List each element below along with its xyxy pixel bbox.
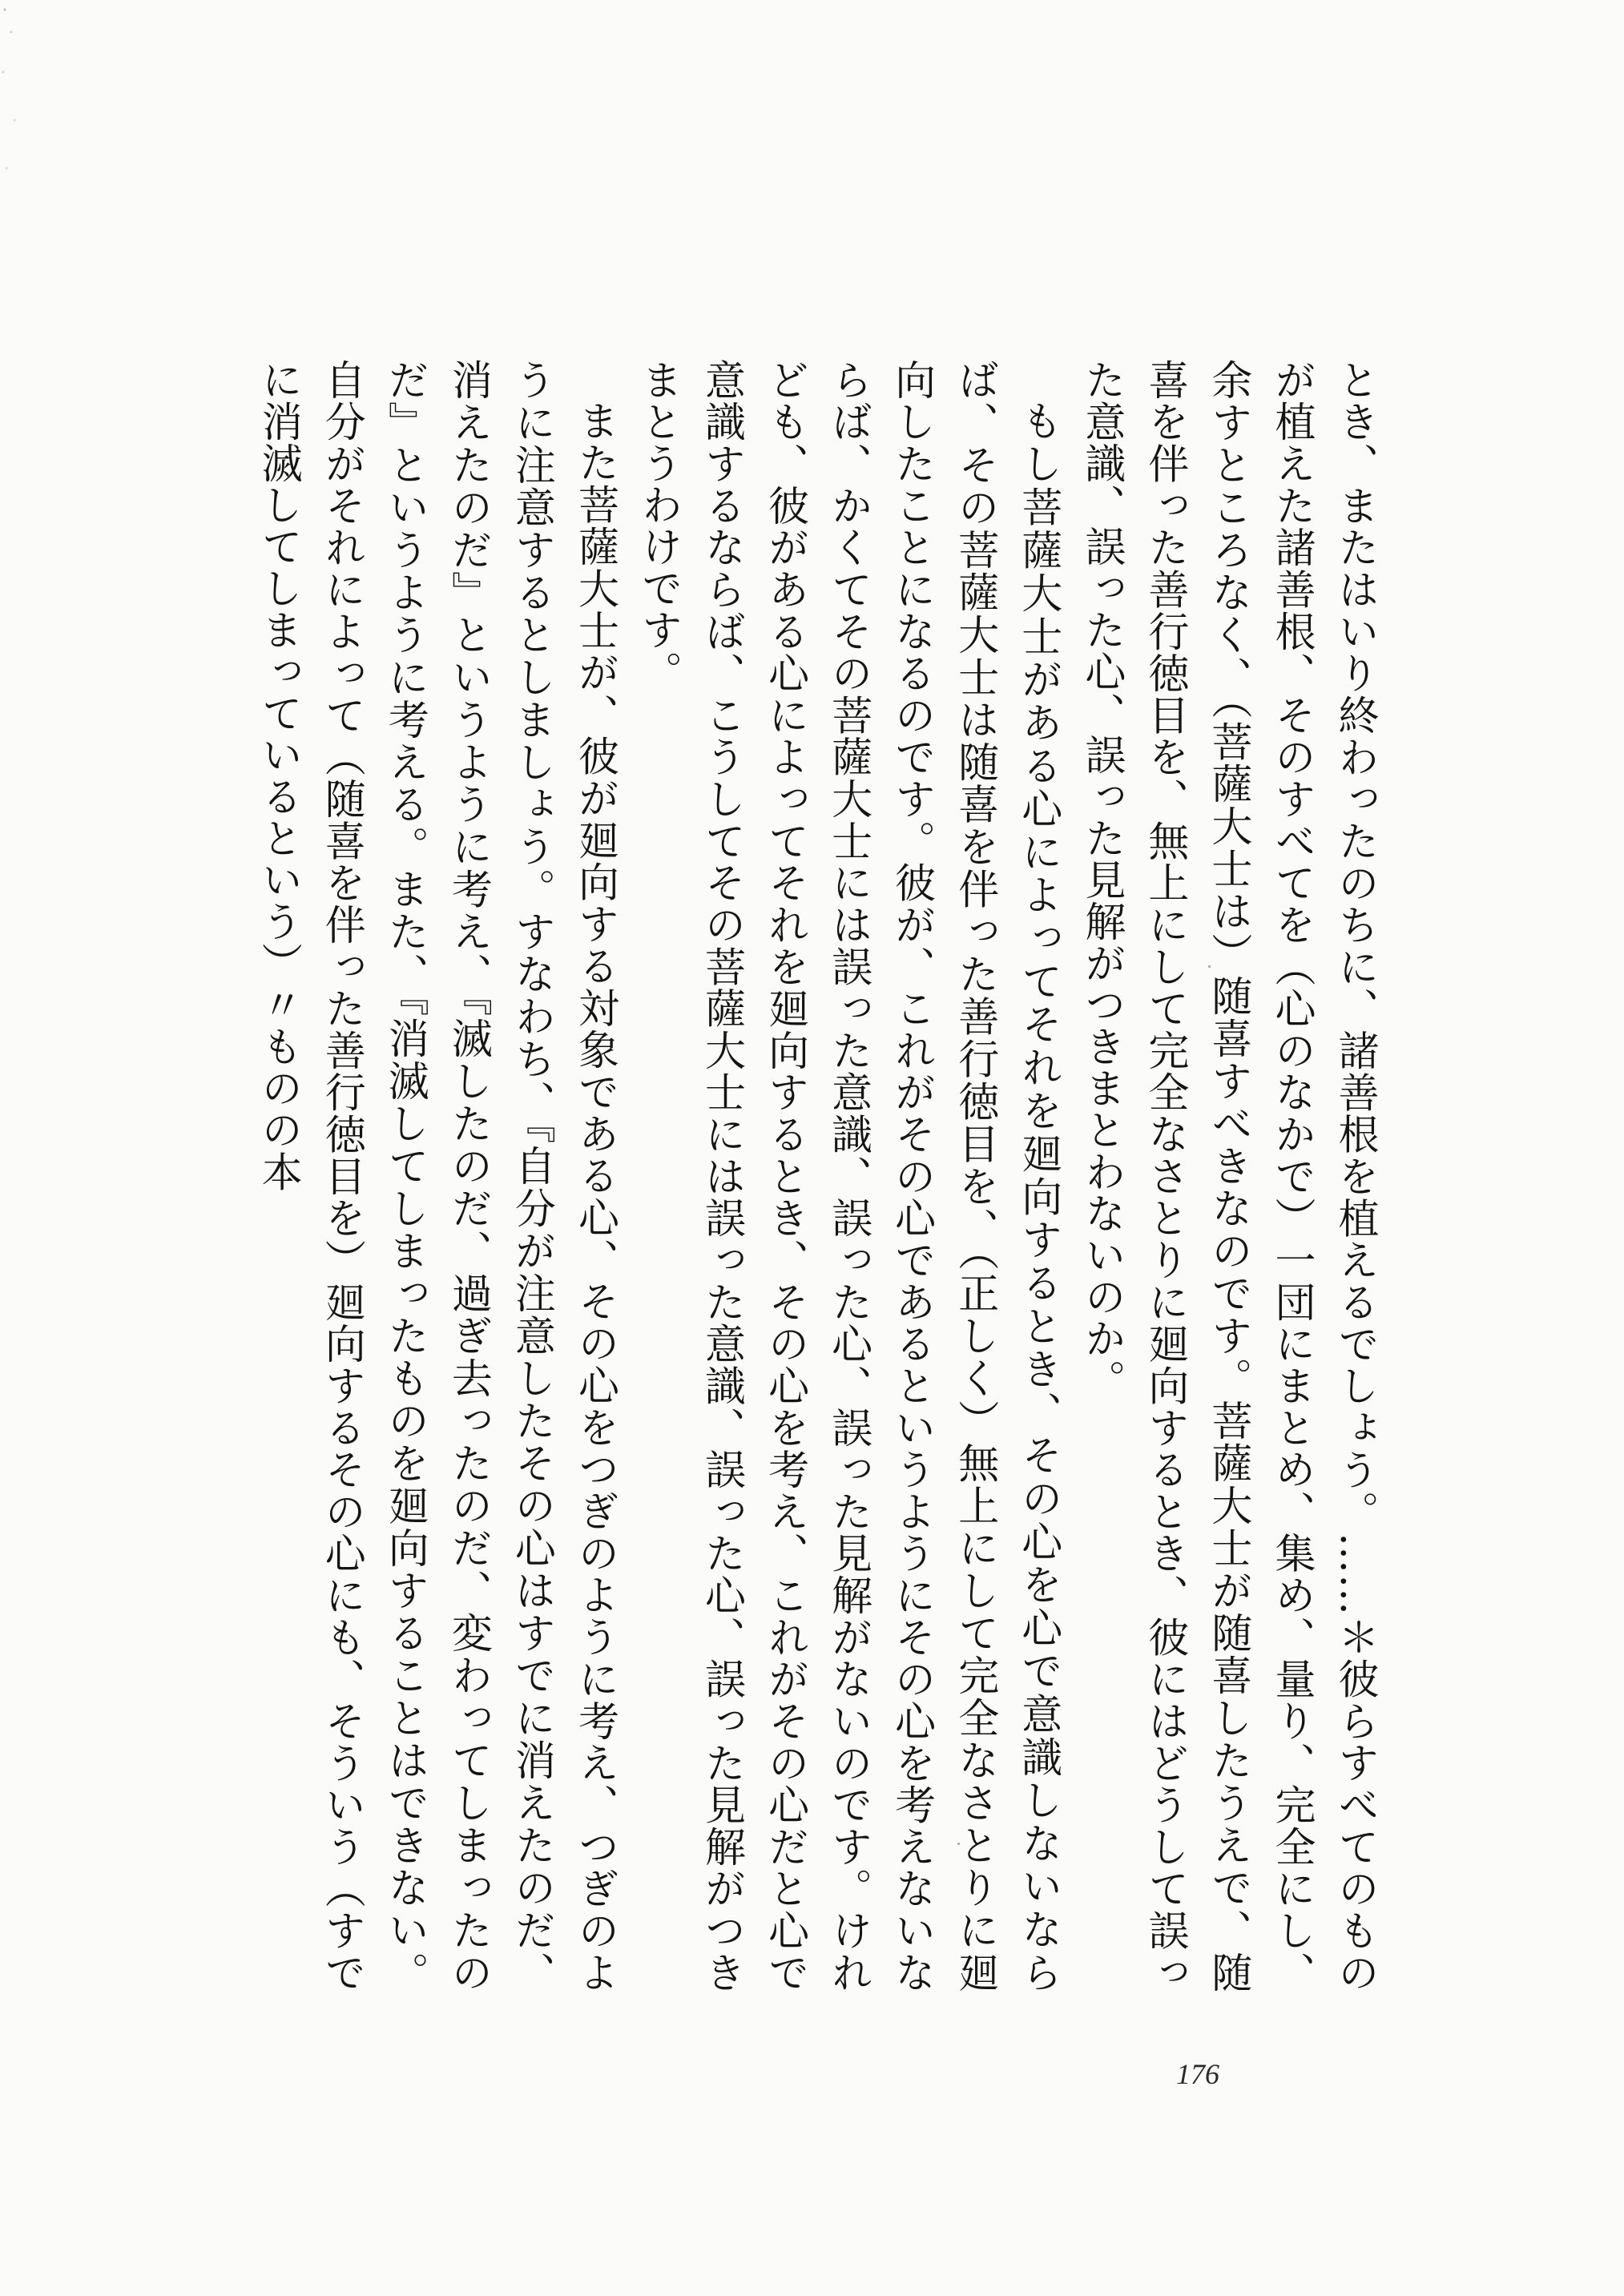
paragraph: もし菩薩大士がある心によってそれを廻向するとき、その心を心で意識しないならば、その菩薩大士は随喜を伴った善行徳目を、（正しく）無上にして完全なさとりに廻向したことになるのです。彼が、これがその心であるというようにその心を考えないならば、かくてその菩薩大士には誤った意識、誤った心、誤った見解がないのです。けれども、彼がある心によってそれを廻向するとき、その心を考え、これがその心だと心で意識するならば、こうしてその菩薩大士には誤った意識、誤った心、誤った見解がつきまとうわけです。	[634, 359, 1062, 1993]
scan-artifact	[0, 0, 19, 224]
paragraph: とき、またはいり終わったのちに、諸善根を植えるでしょう。……＊彼らすべてのものが植えた諸善根、そのすべてを（心のなかで）一団にまとめ、集め、量り、完全にし、余すところなく、（菩薩大士は）随喜すべきなのです。菩薩大士が随喜したうえで、随喜を伴った善行徳目を、無上にして完全なさとりに廻向するとき、彼にはどうして誤った意識、誤った心、誤った見解がつきまとわないのか。	[1077, 359, 1378, 1993]
paragraph: また菩薩大士が、彼が廻向する対象である心、その心をつぎのように考え、つぎのように注意するとしましょう。すなわち、『自分が注意したその心はすでに消えたのだ、消えたのだ』というように考え、『滅したのだ、過ぎ去ったのだ、変わってしまったのだ』というように考える。また、『消滅してしまったものを廻向することはできない。自分がそれによって（随喜を伴った善行徳目を）廻向するその心にも、そういう（すでに消滅してしまっているという）〃ものの本	[254, 359, 619, 1993]
page-number: 176	[1176, 2058, 1219, 2090]
body-text	[200, 359, 1386, 1993]
